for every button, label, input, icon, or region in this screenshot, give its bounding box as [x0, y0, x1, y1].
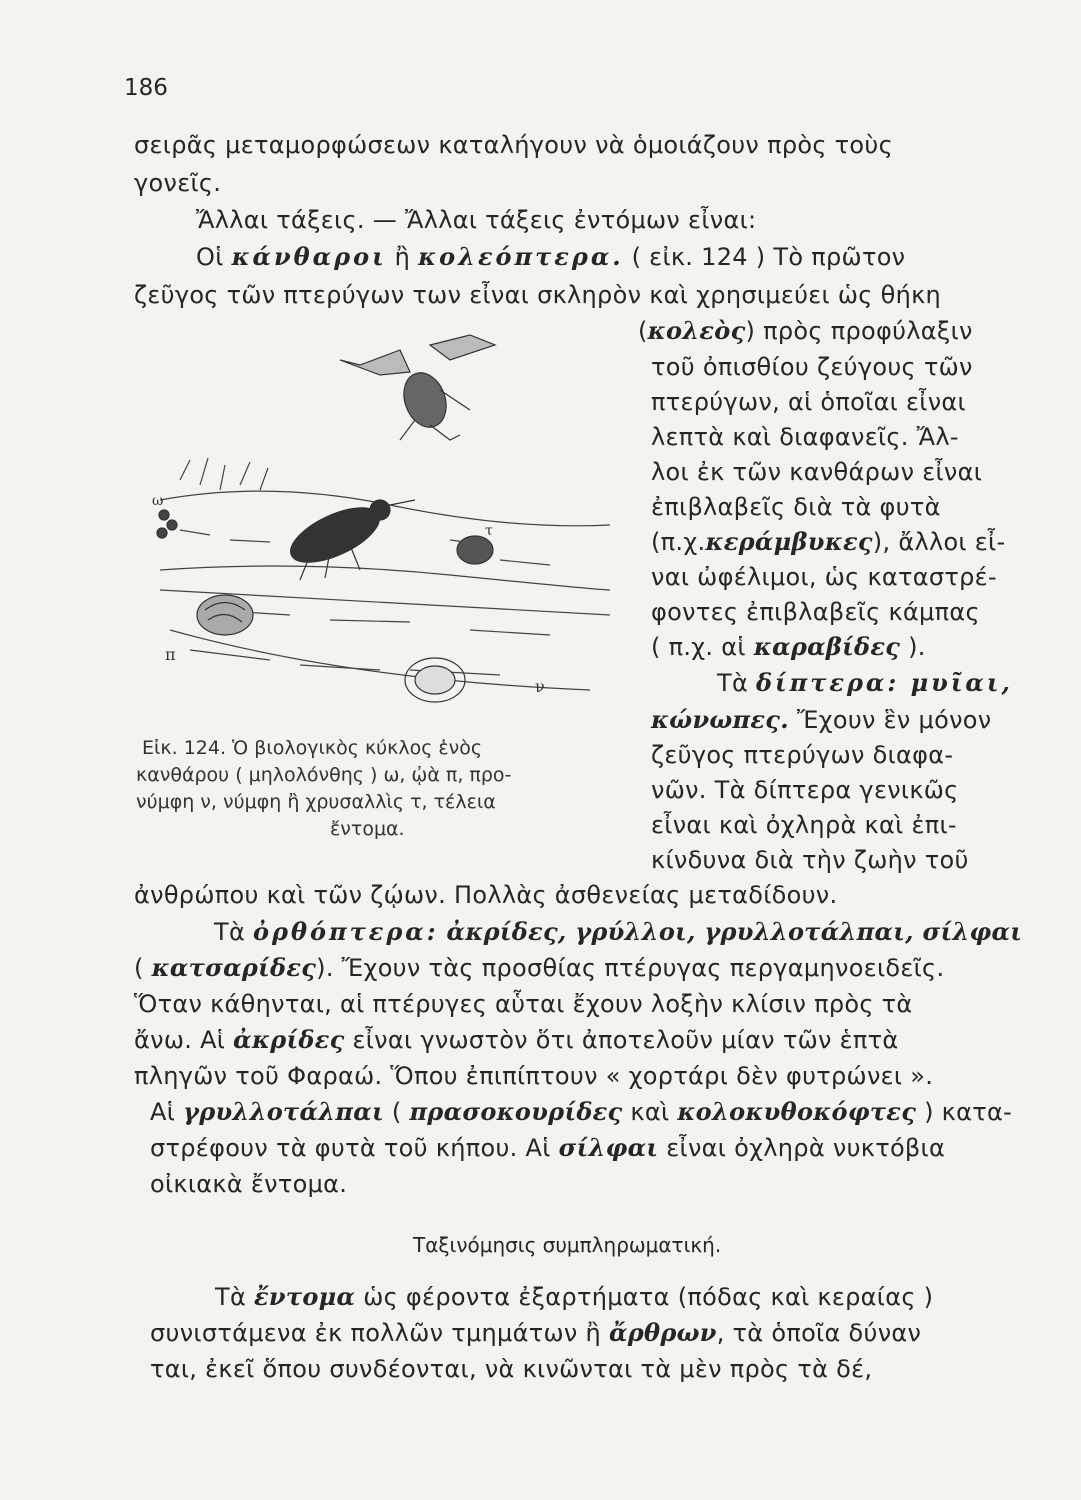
page-number: 186: [124, 75, 168, 101]
section-heading: Ταξινόμησις συμπληρωματική.: [413, 1233, 722, 1257]
text: ἢ: [394, 243, 411, 271]
text-line: πληγῶν τοῦ Φαραώ. Ὅπου ἐπιπίπτουν « χορτάρι δὲν φυτρώνει ».: [134, 1062, 934, 1090]
text-line: στρέφουν τὰ φυτὰ τοῦ κήπου. Αἱ σίλφαι εἶναι ὀχληρὰ νυκτόβια: [150, 1133, 946, 1162]
text-line: Αἱ γρυλλοτάλπαι ( πρασοκουρίδες καὶ κολοκυθοκόφτες ) κατα-: [150, 1097, 1013, 1126]
pupa-icon: [405, 658, 465, 702]
term: σίλφαι: [558, 1133, 659, 1162]
chrysalis-icon: [457, 536, 493, 564]
text: ( εἰκ. 124 ) Τὸ πρῶτον: [631, 243, 906, 271]
term: κάνθαροι: [231, 242, 387, 271]
term: κολεόπτερα.: [418, 242, 624, 271]
text-line: εἶναι καὶ ὀχληρὰ καὶ ἐπι-: [651, 811, 957, 839]
text-line: ἄνω. Αἱ ἀκρίδες εἶναι γνωστὸν ὅτι ἀποτελοῦν μίαν τῶν ἑπτὰ: [134, 1025, 899, 1054]
text-line: ἀνθρώπου καὶ τῶν ζῴων. Πολλὰς ἀσθενείας μεταδίδουν.: [134, 881, 838, 909]
text-line: γονεῖς.: [134, 169, 222, 197]
text-line: ( π.χ. αἱ καραβίδες ).: [651, 632, 926, 661]
ground-hatching: [160, 458, 610, 690]
text-line: λεπτὰ καὶ διαφανεῖς. Ἄλ-: [651, 423, 959, 451]
text-line: συνιστάμενα ἐκ πολλῶν τμημάτων ἢ ἄρθρων, τὰ ὁποῖα δύναν: [150, 1318, 922, 1347]
text: Οἱ: [196, 243, 224, 271]
text-line: οἰκιακὰ ἔντομα.: [150, 1170, 348, 1198]
term: ἄρθρων: [608, 1318, 717, 1347]
text-line: κίνδυνα διὰ τὴν ζωὴν τοῦ: [651, 846, 969, 874]
figure-caption-line: Εἰκ. 124. Ὁ βιολογικὸς κύκλος ἑνὸς: [142, 737, 483, 759]
label-omega: ω: [152, 493, 164, 509]
text-line: Ὅταν κάθηνται, αἱ πτέρυγες αὗται ἔχουν λοξὴν κλίσιν πρὸς τὰ: [134, 990, 913, 1018]
label-pi: π: [165, 645, 176, 664]
larva-icon: [197, 595, 253, 635]
term: κατσαρίδες: [151, 953, 317, 982]
text-line: κώνωπες. Ἔχουν ἓν μόνον: [651, 705, 992, 734]
term: ὀρθόπτερα:: [253, 917, 439, 946]
text-line: φοντες ἐπιβλαβεῖς κάμπας: [651, 598, 980, 626]
text-line: Τὰ ἔντομα ὡς φέροντα ἐξαρτήματα (πόδας καὶ κεραίας ): [215, 1282, 934, 1311]
text-line: λοι ἐκ τῶν κανθάρων εἶναι: [651, 458, 983, 486]
term: πρασοκουρίδες: [409, 1097, 623, 1126]
term: καραβίδες: [753, 632, 901, 661]
term: ἀκρίδες: [233, 1025, 345, 1054]
term: κώνωπες.: [651, 705, 789, 734]
flying-beetle-icon: [340, 335, 495, 440]
term: γρυλλοτάλπαι: [183, 1097, 384, 1126]
text-line: πτερύγων, αἱ ὁποῖαι εἶναι: [651, 388, 966, 416]
text-line: ναι ὠφέλιμοι, ὡς καταστρέ-: [651, 563, 997, 591]
text-line: ται, ἐκεῖ ὅπου συνδέονται, νὰ κινῶνται τὰ μὲν πρὸς τὰ δέ,: [150, 1355, 873, 1383]
text-line: [196, 242, 905, 272]
term: κεράμβυκες: [705, 527, 873, 556]
text-line: νῶν. Τὰ δίπτερα γενικῶς: [651, 776, 959, 804]
text-line: σειρᾶς μεταμορφώσεων καταλήγουν νὰ ὁμοιάζουν πρὸς τοὺς: [134, 131, 893, 159]
text-line: τοῦ ὀπισθίου ζεύγους τῶν: [651, 353, 973, 381]
text-line: (π.χ.κεράμβυκες), ἄλλοι εἶ-: [651, 527, 1006, 556]
text-line: ζεῦγος τῶν πτερύγων των εἶναι σκληρὸν καὶ χρησιμεύει ὡς θήκη: [134, 281, 942, 309]
figure-caption-line: ἔντομα.: [330, 818, 405, 840]
label-nu: ν: [535, 677, 545, 696]
text-line: Τὰ δίπτερα: μυῖαι,: [717, 668, 1013, 697]
text-line: ζεῦγος πτερύγων διαφα-: [651, 741, 954, 769]
text-line: Ἄλλαι τάξεις. — Ἄλλαι τάξεις ἐντόμων εἶναι:: [196, 206, 757, 234]
text-line: Τὰ ὀρθόπτερα: ἀκρίδες, γρύλλοι, γρυλλοτάλπαι, σίλφαι: [214, 917, 1023, 946]
term: δίπτερα: μυῖαι,: [756, 668, 1013, 697]
term: κολοκυθοκόφτες: [677, 1097, 917, 1126]
eggs-icon: [157, 510, 177, 538]
figure-caption-line: κανθάρου ( μηλολόνθης ) ω, ᾠὰ π, προ-: [136, 764, 512, 786]
beetle-life-cycle-illustration: [150, 330, 610, 710]
term: ἔντομα: [254, 1282, 356, 1311]
figure-caption-line: νύμφη ν, νύμφη ἢ χρυσαλλὶς τ, τέλεια: [136, 791, 496, 813]
text-line: ἐπιβλαβεῖς διὰ τὰ φυτὰ: [651, 493, 941, 521]
text-line: (κολεὸς) πρὸς προφύλαξιν: [638, 316, 973, 345]
term: κολεὸς: [647, 316, 746, 345]
label-tau: τ: [485, 523, 493, 539]
term: ἀκρίδες, γρύλλοι, γρυλλοτάλπαι, σίλφαι: [446, 917, 1023, 946]
text-line: ( κατσαρίδες). Ἔχουν τὰς προσθίας πτέρυγας περγαμηνοειδεῖς.: [134, 953, 945, 982]
